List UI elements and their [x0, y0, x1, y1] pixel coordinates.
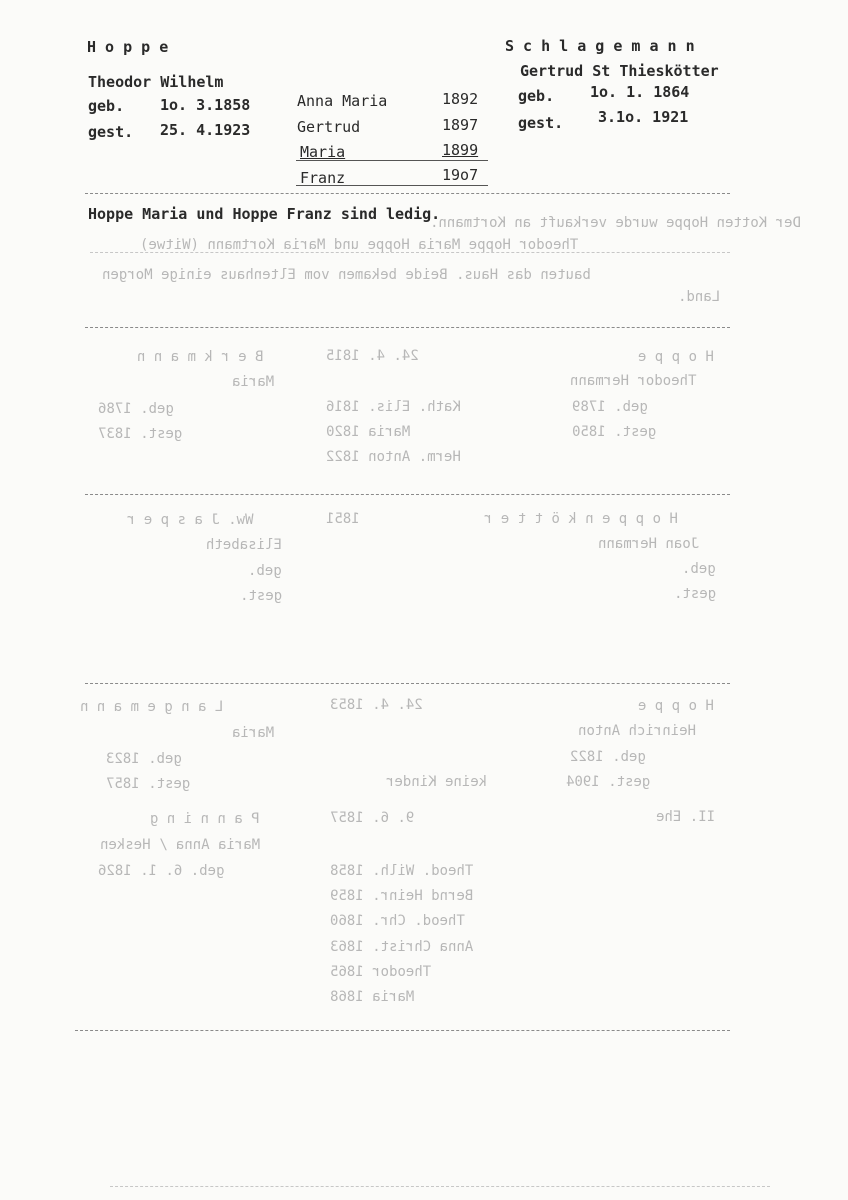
child-year: 1892 [442, 90, 479, 108]
husband-name: Theodor Wilhelm [88, 73, 224, 91]
section-divider [85, 193, 730, 194]
header-surname-right: S c h l a g e m a n n [505, 37, 695, 55]
bleed-date: gest. 1850 [572, 424, 657, 440]
bleed-child: Maria 1820 [326, 424, 411, 440]
child-name: Maria [300, 143, 346, 161]
bleed-date: gest. [674, 586, 717, 602]
bleed-date: geb. [248, 563, 282, 579]
page-edge-shadow [110, 1186, 770, 1187]
wife-died-label: gest. [518, 114, 564, 132]
bleed-surname: P a n n i n g [150, 811, 260, 827]
bleed-surname: H o p p e n k ö t t e r [484, 511, 678, 527]
bleed-child: Theod. Chr. 1860 [330, 913, 465, 929]
bleed-surname: L a n g e m a n n [80, 699, 224, 715]
bleed-surname: H o p p e [638, 698, 714, 714]
bleed-child: Kath. Elis. 1816 [326, 399, 461, 415]
child-year: 1899 [442, 141, 479, 159]
bleed-text-line: Land. [678, 289, 721, 305]
bleed-child: Theodor 1865 [330, 964, 432, 980]
wife-born-label: geb. [518, 87, 555, 105]
bleed-given-name: Maria [232, 725, 275, 741]
bleed-text-line: Der Kotten Hoppe wurde verkauft an Kortmann. [430, 215, 801, 231]
bleed-child: Bernd Heinr. 1859 [330, 888, 474, 904]
bleed-child: Herm. Anton 1822 [326, 449, 461, 465]
children-underline [296, 160, 488, 161]
bleed-given-name: Heinrich Anton [578, 723, 697, 739]
bleed-date: 9. 6. 1857 [330, 810, 415, 826]
bleed-date: gest. [240, 588, 283, 604]
header-surname-left: H o p p e [87, 38, 169, 56]
bleed-text-line: bauten das Haus. Beide bekamen vom Eltenhaus einige Morgen [102, 267, 591, 283]
children-underline [296, 185, 488, 186]
wife-died-date: 3.1o. 1921 [598, 108, 689, 126]
wife-name: Gertrud St Thieskötter [520, 62, 719, 80]
bleed-date: gest. 1837 [98, 426, 183, 442]
bleed-given-name: Maria [232, 374, 275, 390]
husband-died-label: gest. [88, 123, 134, 141]
bleed-date: geb. 1822 [570, 749, 646, 765]
bleed-note: II. Ehe [656, 809, 716, 825]
bleed-surname: Ww. J a s p e r [127, 512, 254, 528]
bleed-child: Anna Christ. 1863 [330, 939, 474, 955]
bleed-given-name: Maria Anna / Hesken [100, 837, 261, 853]
bleed-date: gest. 1857 [106, 776, 191, 792]
child-name: Franz [300, 169, 346, 187]
bleed-child: Maria 1868 [330, 989, 415, 1005]
bleed-date: geb. 1786 [98, 401, 174, 417]
bleed-note: keine Kinder [386, 774, 488, 790]
bleed-date: 1851 [326, 511, 360, 527]
child-year: 19o7 [442, 166, 479, 184]
husband-died-date: 25. 4.1923 [160, 121, 251, 139]
child-name: Gertrud [297, 118, 361, 136]
section-divider [75, 1030, 730, 1031]
bleed-date: geb. 1823 [106, 751, 182, 767]
bleed-given-name: Theodor Hermann [570, 373, 697, 389]
husband-born-label: geb. [88, 97, 125, 115]
bleed-surname: B e r k m a n n [137, 349, 264, 365]
bleed-given-name: Elisabeth [206, 537, 282, 553]
wife-born-date: 1o. 1. 1864 [590, 83, 690, 101]
bleed-text-line: Theodor Hoppe Maria Hoppe und Maria Kortmann (Witwe) [140, 237, 579, 253]
section-divider [85, 683, 730, 684]
child-name: Anna Maria [297, 92, 388, 110]
bleed-underline [90, 252, 730, 253]
bleed-surname: H o p p e [638, 349, 714, 365]
note-text: Hoppe Maria und Hoppe Franz sind ledig. [88, 205, 441, 223]
child-year: 1897 [442, 116, 479, 134]
bleed-child: Theod. Wilh. 1858 [330, 863, 474, 879]
section-divider [85, 327, 730, 328]
bleed-date: geb. 1789 [572, 399, 648, 415]
bleed-date: gest. 1904 [566, 774, 651, 790]
husband-born-date: 1o. 3.1858 [160, 96, 251, 114]
bleed-date: 24. 4. 1853 [330, 697, 423, 713]
bleed-given-name: Joan Hermann [598, 536, 700, 552]
section-divider [85, 494, 730, 495]
bleed-date: geb. [682, 561, 716, 577]
bleed-date: 24. 4. 1815 [326, 348, 419, 364]
bleed-date: geb. 6. 1. 1826 [98, 863, 225, 879]
